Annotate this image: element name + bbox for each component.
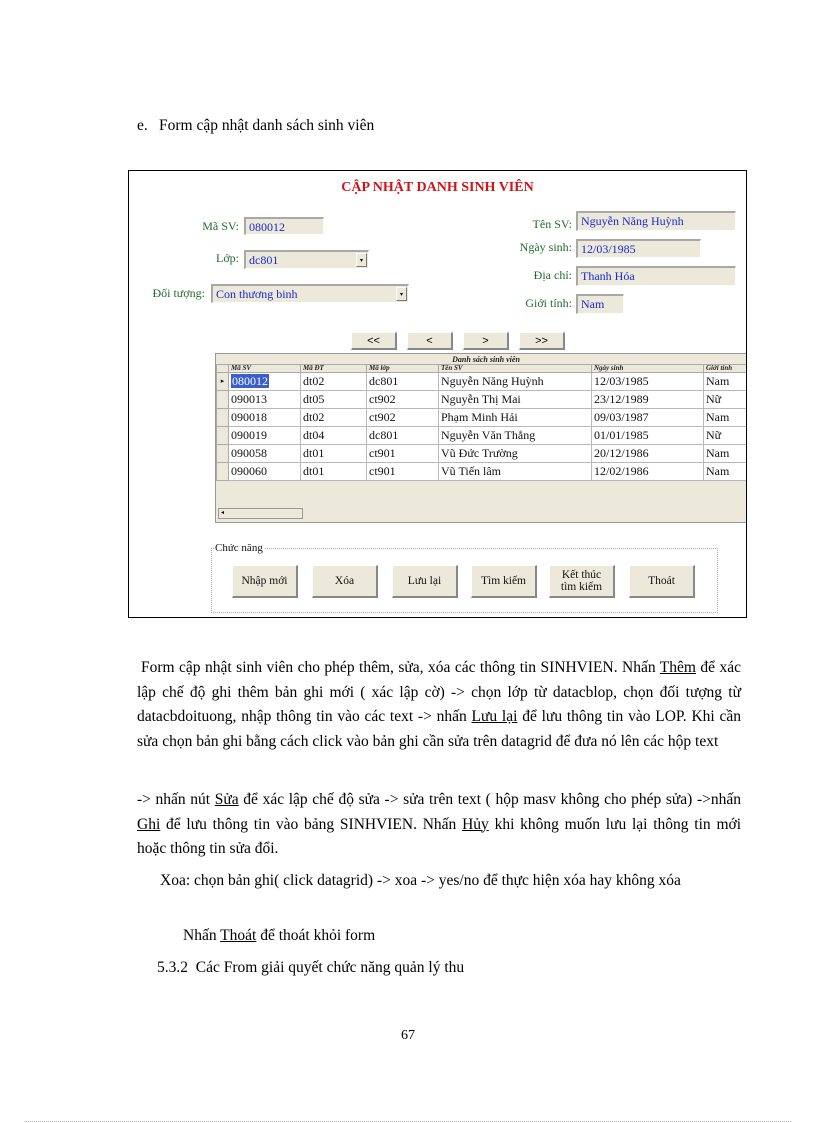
cell-gioi-tinh[interactable]: Nam (704, 373, 748, 391)
end-search-label-1: Kết thúc (561, 569, 602, 581)
row-selector[interactable] (217, 445, 229, 463)
underlined-term: Lưu lại (471, 708, 518, 725)
paragraph-4 (137, 924, 741, 949)
cell-ma-sv[interactable] (229, 373, 301, 391)
cell-ma-sv[interactable]: 090019 (229, 427, 301, 445)
paragraph-1 (137, 656, 741, 754)
cell-ma-sv[interactable]: 090013 (229, 391, 301, 409)
doi-tuong-label: Đối tượng: (152, 286, 205, 300)
text: để lưu thông tin vào bảng SINHVIEN. Nhấn (160, 815, 463, 833)
grid-table (216, 364, 747, 481)
row-selector-header (217, 365, 229, 373)
table-row[interactable] (217, 445, 748, 463)
cell-ma-lop[interactable]: ct902 (367, 391, 439, 409)
cell-ngay-sinh[interactable]: 12/03/1985 (592, 373, 704, 391)
cell-gioi-tinh[interactable]: Nam (704, 445, 748, 463)
new-button[interactable]: Nhập mới (232, 565, 298, 598)
prev-record-button[interactable]: < (407, 332, 453, 350)
cell-ma-dt[interactable]: dt02 (301, 373, 367, 391)
save-button[interactable]: Lưu lại (392, 565, 458, 598)
subsection-heading (157, 956, 761, 981)
table-row[interactable] (217, 373, 748, 391)
cell-ma-sv[interactable]: 090060 (229, 463, 301, 481)
last-record-button[interactable]: >> (519, 332, 565, 350)
page-bottom-divider (25, 1121, 791, 1122)
cell-ngay-sinh[interactable]: 01/01/1985 (592, 427, 704, 445)
row-selector[interactable] (217, 409, 229, 427)
underlined-term: Ghi (137, 815, 161, 833)
underlined-term: Hủy (462, 815, 489, 833)
cell-ma-dt[interactable]: dt05 (301, 391, 367, 409)
selected-cell-text: 080012 (232, 374, 268, 388)
underlined-term: Sửa (214, 791, 239, 808)
cell-ten-sv[interactable]: Nguyễn Văn Thắng (439, 427, 592, 445)
ma-sv-input[interactable]: 080012 (244, 217, 324, 235)
section-heading (137, 117, 374, 135)
cell-ten-sv[interactable]: Vũ Tiến lâm (439, 463, 592, 481)
subsection-number: 5.3.2 (157, 959, 188, 976)
text: để lưu thông tin vào LOP. Khi cần sửa chọn bản ghi bằng cách click vào bản ghi cần sửa trên datagrid để đưa nó lên các hộp text (137, 708, 741, 750)
horizontal-scrollbar[interactable] (218, 508, 303, 519)
paragraph-3: Xoa: chọn bản ghi( click datagrid) -> xoa -> yes/no để thực hiện xóa hay không xóa (160, 872, 681, 889)
ten-sv-label: Tên SV: (532, 217, 572, 231)
underlined-term: Thoát (220, 927, 257, 944)
column-header[interactable]: Mã SV (229, 365, 301, 373)
form-screenshot (128, 170, 747, 618)
first-record-button[interactable]: << (351, 332, 397, 350)
text: Form cập nhật sinh viên cho phép thêm, sửa, xóa các thông tin SINHVIEN. Nhấn (141, 659, 660, 676)
cell-ma-lop[interactable]: dc801 (367, 373, 439, 391)
row-selector[interactable] (217, 427, 229, 445)
lop-combo[interactable] (244, 250, 369, 269)
gioi-tinh-input[interactable]: Nam (576, 294, 624, 314)
column-header[interactable]: Ngày sinh (592, 365, 704, 373)
exit-button[interactable]: Thoát (629, 565, 695, 598)
gioi-tinh-label: Giới tính: (525, 296, 572, 310)
form-title: CẬP NHẬT DANH SINH VIÊN (341, 180, 534, 195)
text: khi không muốn lưu lại thông tin mới hoặc thông tin sửa đổi. (137, 815, 741, 857)
column-header[interactable]: Mã lớp (367, 365, 439, 373)
cell-ma-lop[interactable]: dc801 (367, 427, 439, 445)
row-selector[interactable] (217, 463, 229, 481)
search-button[interactable]: Tìm kiếm (471, 565, 537, 598)
cell-ten-sv[interactable]: Vũ Đức Trường (439, 445, 592, 463)
dia-chi-input[interactable]: Thanh Hóa (576, 266, 736, 286)
paragraph-2 (137, 788, 741, 862)
cell-ma-lop[interactable]: ct902 (367, 409, 439, 427)
cell-ma-dt[interactable]: dt02 (301, 409, 367, 427)
cell-ma-dt[interactable]: dt04 (301, 427, 367, 445)
cell-ma-lop[interactable]: ct901 (367, 445, 439, 463)
dia-chi-label: Địa chỉ: (533, 268, 572, 282)
lop-value: dc801 (249, 253, 279, 267)
row-indicator-icon[interactable]: ▸ (217, 373, 229, 391)
next-record-button[interactable]: > (463, 332, 509, 350)
doi-tuong-value: Con thương binh (216, 287, 298, 301)
cell-ten-sv[interactable]: Nguyễn Năng Huỳnh (439, 373, 592, 391)
cell-ngay-sinh[interactable]: 23/12/1989 (592, 391, 704, 409)
doi-tuong-combo[interactable] (211, 284, 409, 303)
chevron-down-icon[interactable]: ▾ (396, 287, 407, 301)
column-header[interactable]: Tên SV (439, 365, 592, 373)
column-header[interactable]: Mã ĐT (301, 365, 367, 373)
function-group-label: Chức năng (215, 542, 263, 554)
end-search-label-2: tìm kiếm (560, 581, 603, 593)
cell-ngay-sinh[interactable]: 09/03/1987 (592, 409, 704, 427)
text: Nhấn (183, 927, 221, 944)
page-number: 67 (401, 1028, 415, 1043)
section-number: e. (137, 117, 148, 134)
table-row[interactable] (217, 391, 748, 409)
row-selector[interactable] (217, 391, 229, 409)
grid-header-row (217, 365, 748, 373)
cell-ma-sv[interactable]: 090058 (229, 445, 301, 463)
scroll-left-icon[interactable]: ◂ (221, 510, 225, 516)
cell-ngay-sinh[interactable]: 12/02/1986 (592, 463, 704, 481)
column-header[interactable]: Giới tính (704, 365, 748, 373)
table-row[interactable] (217, 427, 748, 445)
ngay-sinh-label: Ngày sinh: (519, 240, 572, 254)
cell-gioi-tinh[interactable]: Nam (704, 463, 748, 481)
ma-sv-label: Mã SV: (202, 219, 239, 233)
table-row[interactable] (217, 463, 748, 481)
cell-ma-sv[interactable]: 090018 (229, 409, 301, 427)
delete-button[interactable]: Xóa (312, 565, 378, 598)
cell-ma-dt[interactable]: dt01 (301, 463, 367, 481)
text: để xác lập chế độ ghi thêm bản ghi mới ( xác lập cờ) -> chọn lớp từ datacblop, chọn đối tượng từ datacbdoituong, nhập thông tin vào các text -> nhấn (137, 659, 741, 725)
cell-ma-lop[interactable]: ct901 (367, 463, 439, 481)
cell-ma-dt[interactable]: dt01 (301, 445, 367, 463)
ten-sv-input[interactable]: Nguyễn Năng Huỳnh (576, 211, 736, 231)
cell-ngay-sinh[interactable]: 20/12/1986 (592, 445, 704, 463)
subsection-title: Các From giải quyết chức năng quản lý thu (195, 959, 465, 976)
underlined-term: Thêm (659, 659, 696, 676)
text: để thoát khỏi form (256, 927, 376, 944)
student-datagrid[interactable] (215, 353, 747, 523)
text: để xác lập chế độ sửa -> sửa trên text ( hộp masv không cho phép sửa) ->nhấn (238, 791, 741, 808)
ngay-sinh-input[interactable]: 12/03/1985 (576, 239, 701, 258)
cell-ten-sv[interactable]: Nguyễn Thị Mai (439, 391, 592, 409)
chevron-down-icon[interactable]: ▾ (356, 253, 367, 267)
lop-label: Lớp: (215, 251, 239, 265)
text: -> nhấn nút (137, 791, 215, 808)
cell-ten-sv[interactable]: Phạm Minh Hải (439, 409, 592, 427)
grid-caption: Danh sách sinh viên (452, 355, 520, 364)
section-title: Form cập nhật danh sách sinh viên (159, 117, 375, 134)
end-search-button[interactable] (549, 565, 615, 598)
cell-gioi-tinh[interactable]: Nữ (704, 391, 748, 409)
cell-gioi-tinh[interactable]: Nam (704, 409, 748, 427)
cell-gioi-tinh[interactable]: Nữ (704, 427, 748, 445)
table-row[interactable] (217, 409, 748, 427)
